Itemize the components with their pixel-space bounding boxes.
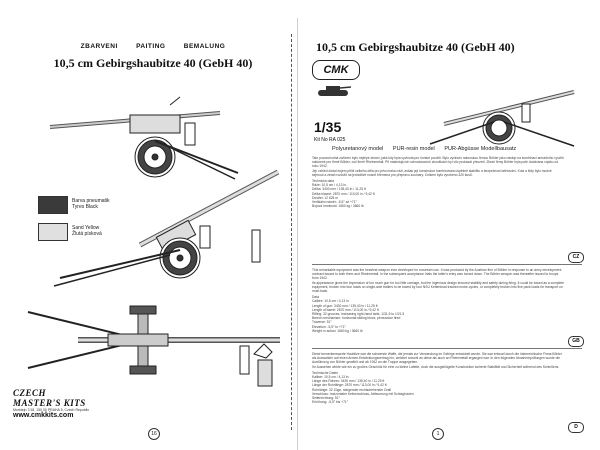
materials-line xyxy=(332,146,524,152)
logo-line-2: MASTER'S KITS xyxy=(13,398,86,408)
swatch-label-line: Sand Yellow xyxy=(72,225,100,231)
section-divider xyxy=(312,348,582,349)
swatch-label-line: Tyres Black xyxy=(72,204,98,210)
shield-detail xyxy=(250,342,280,388)
paragraph: Ihr Aussehen wirkte wie ein zu großes Geschütz für eine zu kleine Lafette, doch die ausgeklügelte Konstruktion sicherte Stabilität und Sicherheit während des Schießens. xyxy=(312,364,560,369)
tech-line: Dostřel: 12 625 m xyxy=(312,195,339,200)
paragraph: This remarkable equipment was the heaviest weapon ever developed for mountain use. It was produced by the Austrian firm of Böhler in response to an army development contract issued to both them and Rheinmetall. In the subsequent acceptance trials the latter's entry was turned down. The Böhler weapon was thereafter issued to troops from 1942. xyxy=(312,268,562,281)
howitzer-box-art xyxy=(424,66,584,152)
right-page-title: 10,5 cm Gebirgshaubitze 40 (GebH 40) xyxy=(316,40,515,54)
tech-line: Seitenrichtung: 51° xyxy=(312,396,340,401)
company-address: Morštejn 7/18, 150 00 PRAHA 5, Czech Republic xyxy=(13,408,90,412)
de-text-block xyxy=(312,352,564,428)
kit-number: Kit No RA 025 xyxy=(314,137,346,143)
tech-line: Länge des Rohres: 3430 mm / 135,40 in / 11,25 ft xyxy=(312,379,385,384)
left-page xyxy=(10,30,296,440)
material-item: PUR-Abgüsse Modellbausatz xyxy=(444,146,517,152)
tech-line: Data xyxy=(312,295,319,300)
howitzer-elevated-view xyxy=(40,160,290,290)
swatch-label-line: Barva pneumatik xyxy=(72,198,110,204)
flag-cz: CZ xyxy=(568,252,584,263)
flag-de: D xyxy=(568,422,584,433)
cz-text-block xyxy=(312,156,564,256)
tech-line: Weight in action: 1660 kg / 3660 lb xyxy=(312,328,363,333)
tech-line: Breech mechanism: horizontal sliding block, percussion fired xyxy=(312,316,401,321)
right-page-number: 1 xyxy=(432,428,444,440)
tech-line: Délka: 3430 mm / 135,40 in / 11,25 ft xyxy=(312,187,366,192)
tech-line: Length of barrel: 2870 mm / 113,00 in / 9,42 ft xyxy=(312,307,379,312)
section-divider xyxy=(312,264,582,265)
tech-line: Length of gun: 3430 mm / 135,40 in / 11,25 ft xyxy=(312,303,378,308)
kit-scale: 1/35 xyxy=(314,119,342,135)
tech-line: Technická data xyxy=(312,179,334,184)
paragraph: Tato pozoruhodná zařízení bylo nejlépe zbraní, jaká kdy byla vyvinuta pro horské použití. Bylo vyvinuto rakouskou firmou Böhler jako nástup na kombinaci armádního využití nabízené pro firmě Böhler, což firmě Rheinmetall. Při následujících schvalovacích zkouškách byl vůz prokázal převzetí. Zbraň firmy Böhler byla poté dodávána vojsku od roku 1942. xyxy=(312,156,564,169)
tech-line: Vertikální náměr: -5,5° až +71° xyxy=(312,200,357,205)
tech-line: Elevation: -5,5° to +71° xyxy=(312,324,346,329)
tech-line: Calibre: 10,5 cm / 4,13 in. xyxy=(312,299,350,304)
howitzer-top-view xyxy=(18,300,288,382)
tech-line: Verschluss: horizontaler Keilverschluss, Abfeuerung mit Schlagbolzen xyxy=(312,391,414,396)
right-page xyxy=(304,30,590,440)
tech-line: Kaliber: 10,5 cm / 4,13 in. xyxy=(312,375,350,380)
tech-line: Ráže: 10,5 cm / 4,13 in. xyxy=(312,183,347,188)
tech-line: Rohrlänge: 32 Züge, steigender rechtsdrehender Drall xyxy=(312,387,391,392)
header-cz: ZBARVENI xyxy=(80,43,118,50)
tech-line: Délka hlavně: 2870 mm / 113,00 in / 9,42 ft xyxy=(312,191,375,196)
tech-line: Erhöhung: -5,5° bis +71° xyxy=(312,400,349,405)
cmk-brand-logo: CMK xyxy=(312,60,360,80)
tech-line: Rifling: 32 grooves, increasing right-hand twist, 1/31.5 to 1/21.5 xyxy=(312,312,405,317)
gb-text-block xyxy=(312,268,564,340)
cmk-logo-block xyxy=(13,388,129,419)
left-page-title: 10,5 cm Gebirgshaubitze 40 (GebH 40) xyxy=(53,56,253,70)
logo-line-1: CZECH xyxy=(13,388,47,398)
tech-line: Technische Daten xyxy=(312,370,339,375)
tech-line: Traverse: 51° xyxy=(312,320,332,325)
header-en: PAITING xyxy=(136,43,166,50)
tech-line: Bojová hmotnost: 1660 kg / 3660 lb xyxy=(312,204,364,209)
swatch-label-line: Žlutá písková xyxy=(72,231,102,237)
flag-gb: GB xyxy=(568,336,584,347)
company-website: www.cmkkits.com xyxy=(13,412,74,419)
page-fold xyxy=(297,18,298,450)
header-de: BEMALUNG xyxy=(183,43,226,50)
cut-line xyxy=(291,34,292,430)
paragraph: Diese bemerkenswerte Haubitze war die schwerste Waffe, die jemals zur Verwendung im Gebirge entwickelt wurde. Sie war entwurf durch die österreichische Firma Böhler als Auswahlen auf einen Armee-Entwicklungsvertrag hin, welcher sowohl an diese als auch an Rheinmetall ergangen war. In den folgenden Abnahmeprüfungen wurde die Ausführung von Böhler gewählt und ab 1942 an die Truppe ausgegeben. xyxy=(312,352,562,365)
painting-header xyxy=(10,43,296,50)
left-page-number: 16 xyxy=(148,428,160,440)
material-item: PUR-resin model xyxy=(392,146,435,152)
tank-icon xyxy=(316,84,352,98)
material-item: Polyuretanový model xyxy=(332,146,384,152)
tech-line: Länge der Rohrlänge: 2870 mm / 113,00 in / 9,42 ft xyxy=(312,383,387,388)
paragraph: Its appearance gives the impression of too much gun for too little carriage, but the ingenious design ensured stability and safety during firing. It could be towed as a complete equipment, broken into four loads on single-axle trailers to be towed by four NSU Kettenkrad tracked motor-cycles, or completely broken into five pack loads for transport on mule-back. xyxy=(312,280,564,294)
paragraph: Její vzhled dodal dojem příliš velkého děla pro jeho malou ráži, avšak její konstrukce kombinovala úspěšně stabilitu a bezpečnost lafetování. Kola a štíty bylo možné sejmout a zbraň rozložit na jednotlivé nosné břemena pro přepravu soumary. Celkem bylo vyrobeno 420 kusů. xyxy=(312,168,552,177)
